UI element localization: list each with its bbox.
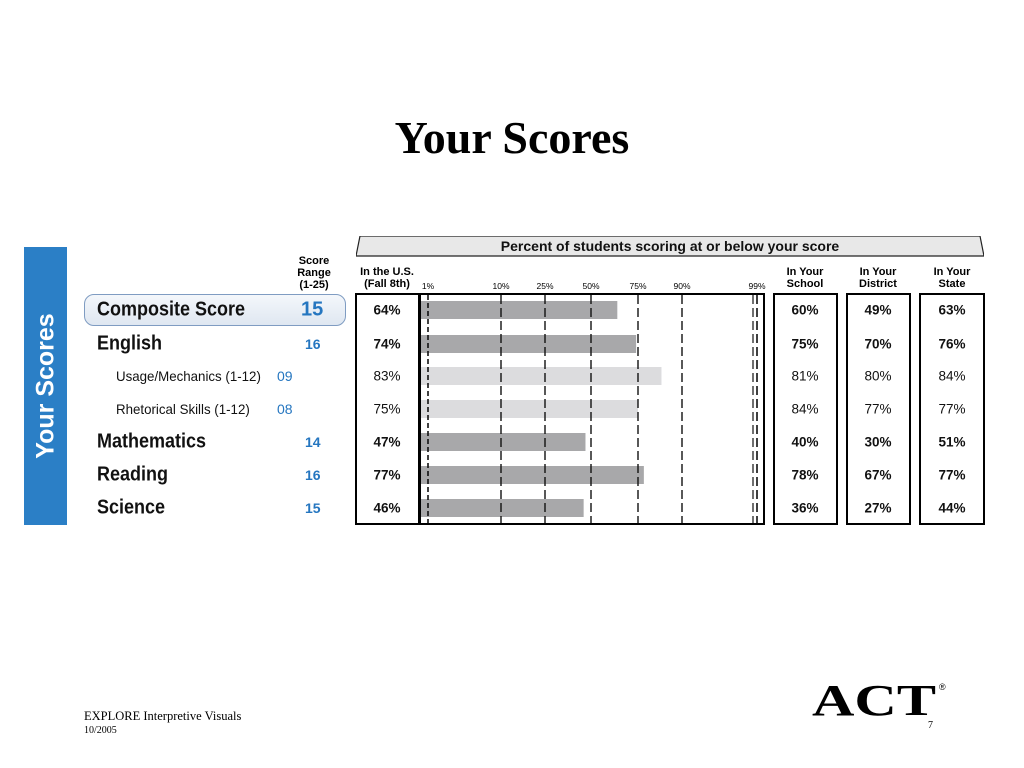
subject-label: Composite Score — [97, 298, 246, 321]
side-tab-label: Your Scores — [31, 313, 59, 459]
us-percent-cell: 75% — [373, 401, 401, 417]
percent-banner — [356, 236, 984, 258]
score-range-header-line: Range — [297, 267, 331, 279]
score-range-value: 09 — [277, 368, 293, 384]
us-percent-cell: 74% — [373, 336, 401, 352]
score-range-value: 14 — [305, 434, 321, 450]
subject-label: Science — [97, 496, 166, 519]
subscore-label: Usage/Mechanics (1-12) — [116, 368, 261, 384]
district-percent-cell: 80% — [864, 368, 892, 384]
score-range-header-line: (1-25) — [299, 279, 329, 291]
district-percent-cell: 30% — [864, 434, 892, 450]
bar — [421, 499, 584, 517]
state-header-line: State — [938, 278, 966, 290]
side-tab — [24, 247, 67, 525]
bar — [421, 367, 661, 385]
school-percent-cell: 78% — [791, 467, 819, 483]
tick-label: 10% — [492, 281, 510, 291]
us-percent-cell: 47% — [373, 434, 401, 450]
district-header — [848, 266, 908, 290]
tick-label: 99% — [748, 281, 766, 291]
us-percent-cell: 77% — [373, 467, 401, 483]
district-percent-cell: 27% — [864, 500, 892, 516]
score-range-value: 15 — [305, 500, 321, 516]
act-logo — [812, 680, 948, 718]
school-header-line: In Your — [786, 266, 824, 278]
score-range-value: 08 — [277, 401, 293, 417]
footer-date: 10/2005 — [84, 725, 117, 736]
school-percent-cell: 75% — [791, 336, 819, 352]
school-header — [775, 266, 835, 290]
subject-label: English — [97, 332, 163, 355]
state-percent-cell: 84% — [938, 368, 966, 384]
score-range-value: 15 — [301, 298, 324, 321]
score-range-value: 16 — [305, 467, 321, 483]
district-percent-cell: 49% — [864, 302, 892, 318]
slide-title: Your Scores — [394, 112, 630, 163]
state-percent-cell: 77% — [938, 401, 966, 417]
us-percent-cell: 46% — [373, 500, 401, 516]
tick-label: 90% — [673, 281, 691, 291]
school-percent-cell: 84% — [791, 401, 819, 417]
subject-label: Reading — [97, 463, 169, 486]
tick-label: 50% — [582, 281, 600, 291]
bar — [421, 335, 636, 353]
school-percent-cell: 60% — [791, 302, 819, 318]
school-header-line: School — [786, 278, 824, 290]
us-header-line: (Fall 8th) — [364, 278, 410, 290]
state-percent-cell: 44% — [938, 500, 966, 516]
page-number: 7 — [928, 720, 933, 731]
state-percent-cell: 77% — [938, 467, 966, 483]
state-header — [922, 266, 982, 290]
subscore-label: Rhetorical Skills (1-12) — [116, 401, 250, 417]
score-range-header — [290, 255, 338, 291]
us-percent-cell: 83% — [373, 368, 401, 384]
state-percent-cell: 63% — [938, 302, 966, 318]
percentile-bar-chart — [419, 293, 765, 525]
act-logo-text: ACT — [812, 680, 936, 718]
percent-banner-text: Percent of students scoring at or below your score — [500, 238, 840, 254]
bar — [421, 400, 638, 418]
bar — [421, 433, 585, 451]
state-percent-cell: 76% — [938, 336, 966, 352]
district-percent-cell: 77% — [864, 401, 892, 417]
school-percent-cell: 81% — [791, 368, 819, 384]
district-header-line: District — [859, 278, 897, 290]
score-range-value: 16 — [305, 336, 321, 352]
tick-label: 1% — [421, 281, 435, 291]
tick-label: 75% — [629, 281, 647, 291]
school-percent-cell: 36% — [791, 500, 819, 516]
tick-label: 25% — [536, 281, 554, 291]
subject-label: Mathematics — [97, 430, 207, 453]
score-range-header-line: Score — [298, 255, 330, 267]
bar — [421, 466, 644, 484]
state-percent-cell: 51% — [938, 434, 966, 450]
school-percent-cell: 40% — [791, 434, 819, 450]
state-header-line: In Your — [933, 266, 971, 278]
district-percent-cell: 67% — [864, 467, 892, 483]
us-header — [356, 266, 418, 290]
footer-title: EXPLORE Interpretive Visuals — [84, 709, 242, 723]
district-percent-cell: 70% — [864, 336, 892, 352]
us-percent-cell: 64% — [373, 302, 401, 318]
bar — [421, 301, 617, 319]
act-logo-mark: ® — [939, 682, 946, 692]
us-header-line: In the U.S. — [360, 266, 414, 278]
district-header-line: In Your — [859, 266, 897, 278]
